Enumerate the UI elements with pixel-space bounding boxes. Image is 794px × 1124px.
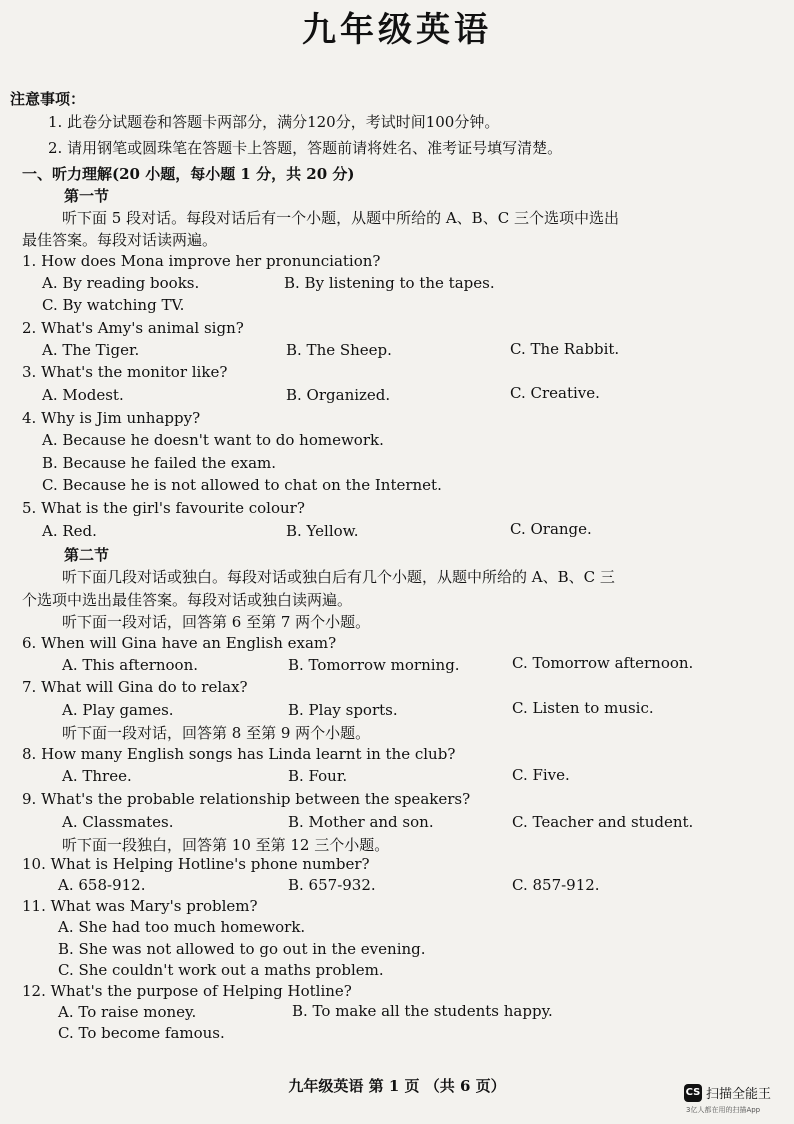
part1-instruction: 听下面 5 段对话。每段对话后有一个小题，从题中所给的 A、B、C 三个选项中选出 [62, 209, 619, 227]
option-b: B. To make all the students happy. [292, 1002, 553, 1020]
option-c: C. Because he is not allowed to chat on the Internet. [42, 476, 442, 494]
section-heading: 一、听力理解(20 小题，每小题 1 分，共 20 分) [22, 165, 355, 183]
question-stem: 7. What will Gina do to relax? [22, 678, 248, 696]
scanner-watermark [684, 1083, 771, 1102]
listening-note-10-12: 听下面一段独白，回答第 10 至第 12 三个小题。 [62, 836, 390, 854]
option-a: A. Play games. [62, 701, 174, 719]
listening-note-6-7: 听下面一段对话，回答第 6 至第 7 两个小题。 [62, 613, 371, 631]
option-b: B. Four. [288, 767, 348, 785]
option-c: C. Creative. [510, 384, 600, 402]
option-c: C. Tomorrow afternoon. [512, 654, 694, 672]
option-c: C. By watching TV. [42, 296, 185, 314]
option-b: B. The Sheep. [286, 341, 392, 359]
option-a: A. Red. [42, 522, 97, 540]
option-c: C. Orange. [510, 520, 592, 538]
scanner-logo-icon: CS [684, 1084, 702, 1102]
question-stem: 3. What's the monitor like? [22, 363, 228, 381]
option-b: B. Because he failed the exam. [42, 454, 277, 472]
part2-instruction-cont: 个选项中选出最佳答案。每段对话或独白读两遍。 [22, 591, 353, 609]
question-stem: 10. What is Helping Hotline's phone number? [22, 855, 370, 873]
option-b: B. Mother and son. [288, 813, 434, 831]
option-a: A. Three. [62, 767, 132, 785]
option-a: A. Modest. [42, 386, 124, 404]
question-stem: 4. Why is Jim unhappy? [22, 409, 201, 427]
option-a: A. 658-912. [58, 876, 146, 894]
option-a: A. Classmates. [62, 813, 174, 831]
option-a: A. The Tiger. [42, 341, 140, 359]
scanner-tagline: 3亿人都在用的扫描App [686, 1106, 761, 1114]
option-c: C. To become famous. [58, 1024, 225, 1042]
option-c: C. Five. [512, 766, 570, 784]
question-stem: 11. What was Mary's problem? [22, 897, 258, 915]
option-b: B. She was not allowed to go out in the evening. [58, 940, 426, 958]
option-b: B. Organized. [286, 386, 391, 404]
option-a: A. She had too much homework. [58, 918, 306, 936]
notice-item-2: 2. 请用钢笔或圆珠笔在答题卡上答题，答题前请将姓名、准考证号填写清楚。 [48, 139, 563, 157]
question-stem: 12. What's the purpose of Helping Hotline? [22, 982, 352, 1000]
part1-title: 第一节 [64, 187, 110, 205]
option-c: C. 857-912. [512, 876, 600, 894]
page-title: 九年级英语 [302, 10, 492, 50]
option-b: B. Play sports. [288, 701, 398, 719]
part1-instruction-cont: 最佳答案。每段对话读两遍。 [22, 231, 218, 249]
option-a: A. To raise money. [58, 1003, 197, 1021]
page-footer: 九年级英语 第 1 页 （共 6 页） [288, 1077, 506, 1095]
question-stem: 8. How many English songs has Linda learnt in the club? [22, 745, 456, 763]
part2-instruction: 听下面几段对话或独白。每段对话或独白后有几个小题，从题中所给的 A、B、C 三 [62, 568, 615, 586]
question-stem: 2. What's Amy's animal sign? [22, 319, 244, 337]
question-stem: 5. What is the girl's favourite colour? [22, 499, 305, 517]
option-b: B. Tomorrow morning. [288, 656, 460, 674]
option-c: C. She couldn't work out a maths problem. [58, 961, 384, 979]
part2-title: 第二节 [64, 546, 110, 564]
option-a: A. This afternoon. [62, 656, 199, 674]
option-a: A. By reading books. [42, 274, 200, 292]
option-b: B. By listening to the tapes. [284, 274, 495, 292]
notice-item-1: 1. 此卷分试题卷和答题卡两部分，满分120分，考试时间100分钟。 [48, 113, 500, 131]
listening-note-8-9: 听下面一段对话，回答第 8 至第 9 两个小题。 [62, 724, 371, 742]
scanner-name: 扫描全能王 [706, 1087, 772, 1102]
option-c: C. Teacher and student. [512, 813, 694, 831]
question-stem: 1. How does Mona improve her pronunciation? [22, 252, 381, 270]
option-b: B. 657-932. [288, 876, 376, 894]
option-c: C. Listen to music. [512, 699, 654, 717]
option-a: A. Because he doesn't want to do homework. [42, 431, 384, 449]
option-b: B. Yellow. [286, 522, 359, 540]
notice-heading: 注意事项： [10, 90, 86, 108]
question-stem: 9. What's the probable relationship between the speakers? [22, 790, 471, 808]
question-stem: 6. When will Gina have an English exam? [22, 634, 337, 652]
option-c: C. The Rabbit. [510, 340, 620, 358]
